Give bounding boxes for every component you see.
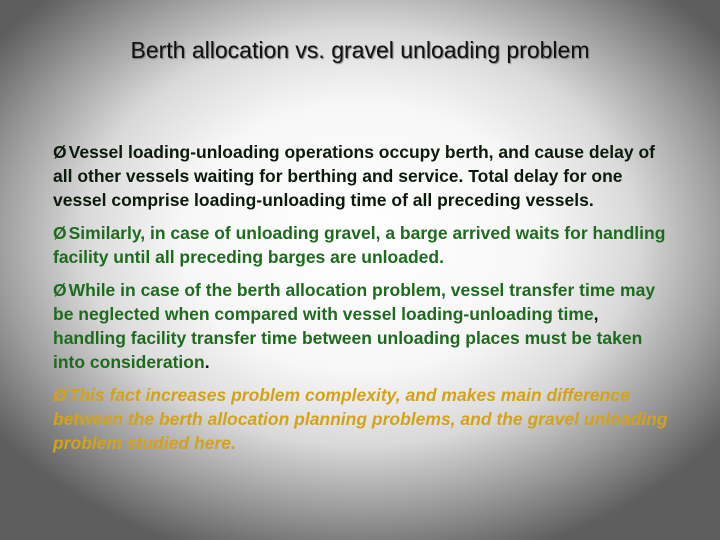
bullet-text: While in case of the berth allocation problem, vessel transfer time may be neglected when compared with vessel loading-unloading time: [53, 280, 656, 324]
bullet-text: handling facility transfer time between unloading places must be taken into consideration: [53, 328, 643, 372]
bullet-item: [53, 140, 673, 212]
slide-title: Berth allocation vs. gravel unloading problem: [130, 37, 590, 63]
bullet-item: [53, 221, 673, 269]
bullet-text-period: .: [204, 352, 210, 372]
arrow-bullet-icon: Ø: [53, 223, 67, 243]
bullet-item: [53, 383, 673, 455]
bullet-text: This fact increases problem complexity, and makes main difference between the berth allocation planning problems, and the gravel unloading problem studied here.: [53, 385, 668, 453]
bullet-item: [53, 278, 673, 374]
bullet-text: Vessel loading-unloading operations occupy berth, and cause delay of all other vessels waiting for berthing and service. Total delay for one vessel comprise loading-unloading time of all preceding vessels.: [53, 142, 655, 210]
arrow-bullet-icon: Ø: [53, 385, 67, 405]
bullet-list: [53, 140, 673, 464]
bullet-text: Similarly, in case of unloading gravel, a barge arrived waits for handling facility until all preceding barges are unloaded.: [53, 223, 666, 267]
bullet-text-separator: ,: [593, 304, 599, 324]
arrow-bullet-icon: Ø: [53, 142, 67, 162]
arrow-bullet-icon: Ø: [53, 280, 67, 300]
